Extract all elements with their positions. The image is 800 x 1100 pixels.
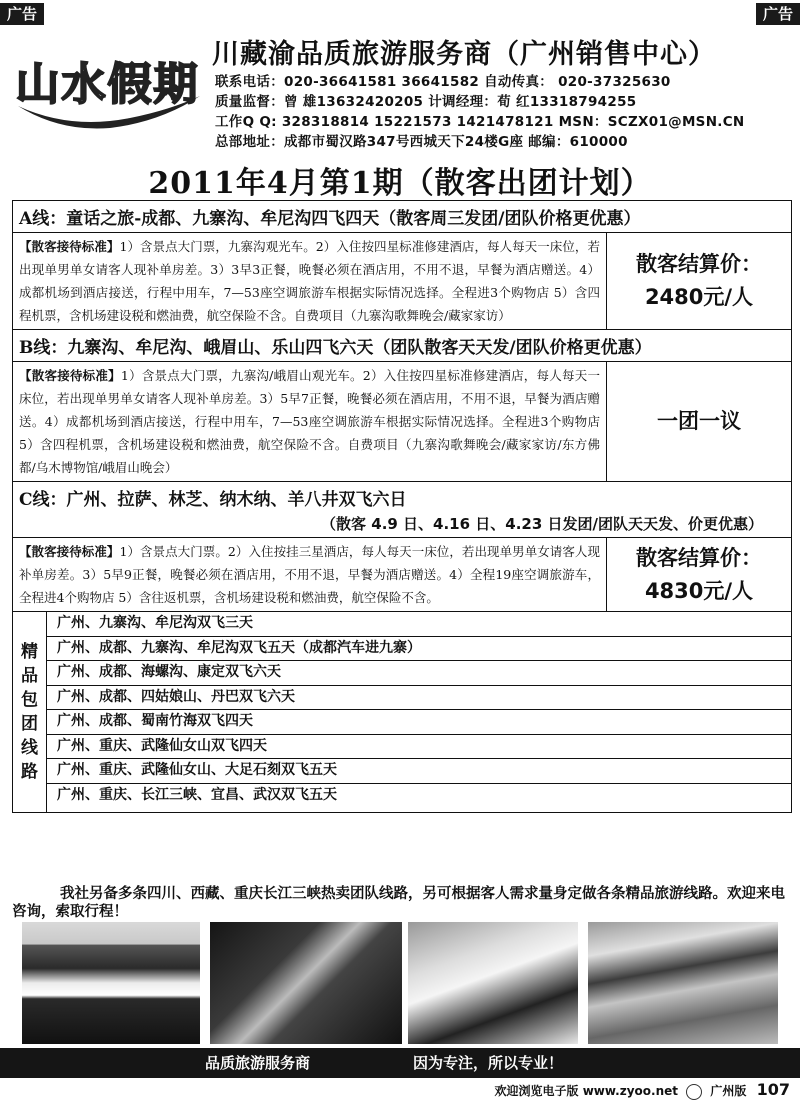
logo-swoosh-icon: [10, 44, 205, 134]
contact-address: 总部地址：成都市蜀汉路347号西城天下24楼G座 邮编：610000: [215, 134, 628, 150]
line-a-desc-text: 1）含景点大门票，九寨沟观光车。2）入住按四星标准修建酒店，每人每天一床位，若出现单男单女请客人现补单房差。3）3早3正餐，晚餐必须在酒店用，不用不退，早餐为酒店赠送。4）成都机场到酒店接送，行程中用车，7—53座空调旅游车根据实际情况选择。全程进3个购物店 5）含四程机票，含机场建设税和燃油费，航空保险不含。自费项目（九寨沟歌舞晚会/藏家家访）: [19, 239, 600, 323]
contact-qq: 工作Q Q: 328318814 15221573 1421478121 MSN：SCZX01@MSN.CN: [215, 114, 745, 130]
routes-label: [13, 612, 47, 812]
line-c-desc: [13, 538, 607, 611]
page-title: 2011年4月第1期（散客出团计划）: [148, 166, 652, 201]
route-item: 广州、重庆、武隆仙女山、大足石刻双飞五天: [47, 759, 791, 784]
contact-phone: 联系电话：020-36641581 36641582 自动传真： 020-37325630: [215, 74, 671, 90]
ad-tag-right: 广告: [756, 3, 800, 25]
route-item: 广州、成都、四姑娘山、丹巴双飞六天: [47, 686, 791, 711]
line-b-price: [607, 362, 791, 481]
ad-tag-left: 广告: [0, 3, 44, 25]
routes-label-char: 品: [21, 666, 38, 686]
line-c-price-value: 4830元/人: [644, 578, 754, 603]
line-b-label: 【散客接待标准】: [19, 368, 121, 383]
footer-slogan-right: 因为专注，所以专业！: [413, 1054, 564, 1072]
line-c-sub: （散客 4.9 日、4.16 日、4.23 日发团/团队天天发、价更优惠）: [321, 515, 763, 533]
route-item: 广州、九寨沟、牟尼沟双飞三天: [47, 612, 791, 637]
scenery-photo-lake: [22, 922, 200, 1044]
line-b-desc-text: 1）含景点大门票，九寨沟/峨眉山观光车。2）入住按四星标准修建酒店，每人每天一床位，若出现单男单女请客人现补单房差。3）5早7正餐，晚餐必须在酒店用，不用不退，早餐为酒店赠送。4）成都机场到酒店接送，行程中用车，7—53座空调旅游车根据实际情况选择。全程进3个购物店 5）含四程机票，含机场建设税和燃油费，航空保险不含。自费项目（九寨沟歌舞晚会/藏家家访/东方佛都/乌木博物馆/峨眉山晚会）: [19, 368, 600, 475]
line-c-row: [13, 538, 791, 612]
line-c-head-wrap: [13, 482, 791, 538]
line-c-head: C线：广州、拉萨、林芝、纳木纳、羊八井双飞六日: [19, 490, 407, 510]
footer-slogan-left: 品质旅游服务商: [205, 1054, 311, 1072]
route-list: [47, 612, 791, 812]
route-item: 广州、成都、蜀南竹海双飞四天: [47, 710, 791, 735]
routes-label-char: 精: [21, 642, 38, 662]
line-b-head: B线：九寨沟、牟尼沟、峨眉山、乐山四飞六天（团队散客天天发/团队价格更优惠）: [13, 330, 791, 362]
line-c-price-label: 散客结算价：: [636, 545, 762, 570]
route-item: 广州、重庆、武隆仙女山双飞四天: [47, 735, 791, 760]
line-a-head: A线：童话之旅-成都、九寨沟、牟尼沟四飞四天（散客周三发团/团队价格更优惠）: [13, 201, 791, 233]
logo: [10, 44, 205, 134]
scenery-photo-village: [210, 922, 402, 1044]
route-item: 广州、成都、海螺沟、康定双飞六天: [47, 661, 791, 686]
page-footer: [495, 1080, 790, 1100]
page-number: 107: [756, 1080, 790, 1099]
line-c-desc-text: 1）含景点大门票。2）入住按挂三星酒店，每人每天一床位，若出现单男单女请客人现补单房差。3）5早9正餐，晚餐必须在酒店用，不用不退，早餐为酒店赠送。4）全程19座空调旅游车，全程进4个购物店 5）含往返机票，含机场建设税和燃油费，航空保险不含。: [19, 544, 600, 605]
route-item: 广州、重庆、长江三峡、宜昌、武汉双飞五天: [57, 786, 337, 803]
line-b-row: [13, 362, 791, 482]
footer-banner: [0, 1048, 800, 1078]
routes-label-char: 路: [21, 762, 38, 782]
line-b-desc: [13, 362, 607, 481]
routes-label-char: 团: [21, 714, 38, 734]
line-c-label: 【散客接待标准】: [19, 544, 120, 559]
routes-label-char: 包: [21, 690, 38, 710]
line-c-price: [607, 538, 791, 611]
logo-text: 山水假期: [15, 59, 200, 110]
contact-supervision: 质量监督：曾 雄13632420205 计调经理：荀 红13318794255: [215, 94, 637, 110]
line-a-price-value: 2480元/人: [644, 285, 754, 309]
premium-routes: [13, 612, 791, 812]
line-a-label: 【散客接待标准】: [19, 239, 120, 254]
company-name: 川藏渝品质旅游服务商（广州销售中心）: [212, 39, 716, 70]
tour-table: [12, 200, 792, 813]
scenery-photo-terraces: [588, 922, 778, 1044]
publisher-logo-icon: [686, 1084, 702, 1100]
line-a-price: [607, 233, 791, 329]
line-a-desc: [13, 233, 607, 329]
promo-text-content: 我社另备多条四川、西藏、重庆长江三峡热卖团队线路，另可根据客人需求量身定做各条精品旅游线路。欢迎来电咨询，索取行程！: [12, 885, 785, 920]
line-a-price-label: 散客结算价：: [636, 252, 762, 276]
route-item: 广州、成都、九寨沟、牟尼沟双飞五天（成都汽车进九寨）: [47, 637, 791, 662]
website-text: 欢迎浏览电子版 www.zyoo.net: [494, 1084, 679, 1098]
promo-text: [0, 885, 800, 921]
line-a-row: [13, 233, 791, 330]
scenery-photo-snow: [408, 922, 578, 1044]
line-b-price-label: 一团一议: [657, 409, 741, 433]
edition-label: 广州版: [710, 1084, 747, 1098]
routes-label-char: 线: [21, 738, 38, 758]
